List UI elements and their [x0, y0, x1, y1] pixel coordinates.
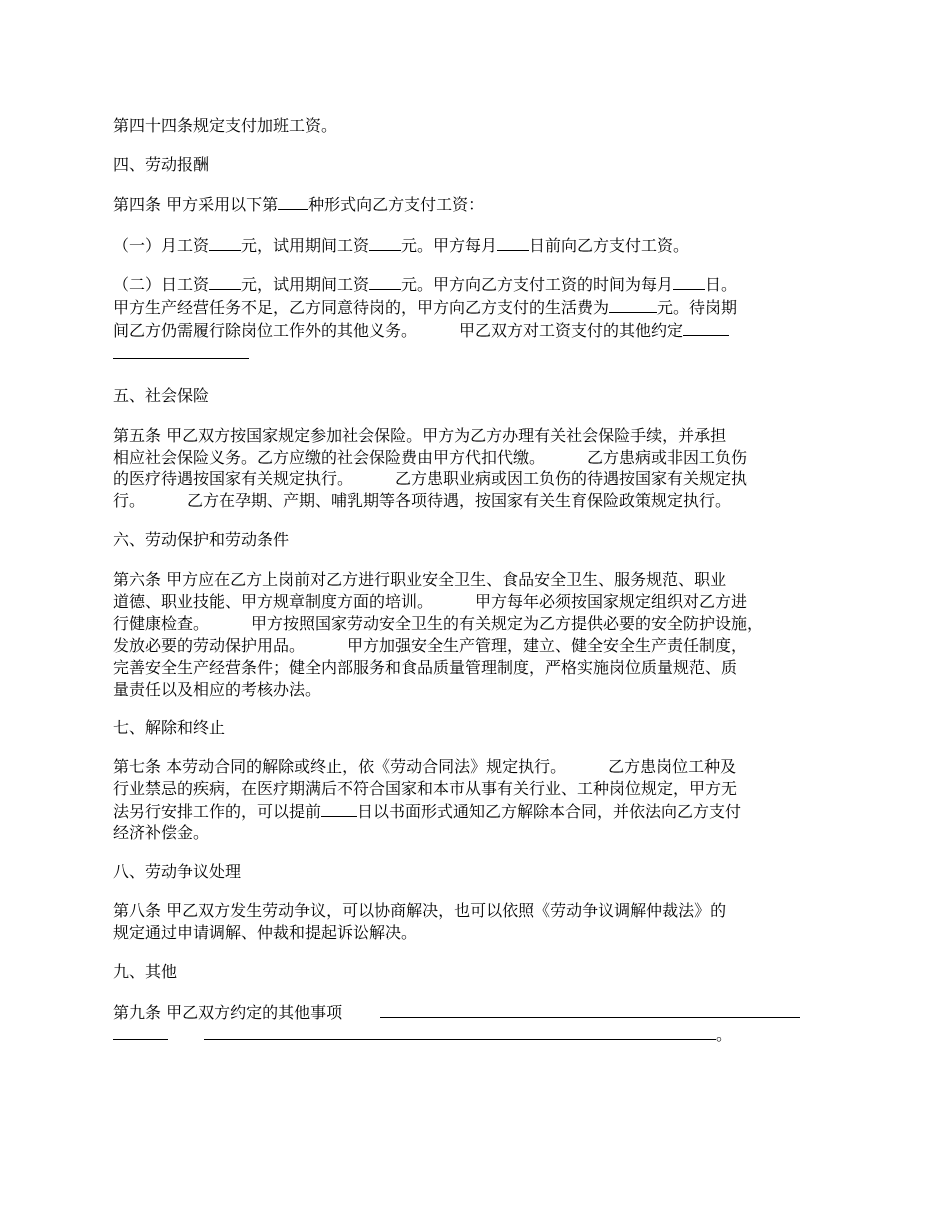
- text: 甲方加强安全生产管理，建立、健全安全生产责任制度，: [347, 636, 748, 655]
- blank-field[interactable]: [673, 274, 705, 290]
- text: 日前向乙方支付工资。: [529, 236, 690, 255]
- blank-field[interactable]: [278, 194, 308, 210]
- blank-field[interactable]: [369, 274, 401, 290]
- heading-text: 九、其他: [113, 962, 178, 981]
- blank-field[interactable]: [380, 1002, 800, 1018]
- heading-text: 四、劳动报酬: [113, 155, 210, 174]
- article-7-line-3: [113, 801, 741, 822]
- text: 元，试用期间工资: [241, 275, 370, 294]
- heading-text: 八、劳动争议处理: [113, 862, 242, 881]
- text: 第八条 甲乙双方发生劳动争议，可以协商解决，也可以依照《劳动争议调解仲裁法》的: [113, 901, 727, 920]
- section-heading-termination: [113, 718, 225, 738]
- article-7-line-4: [113, 823, 209, 843]
- article-6-line-6: [113, 680, 321, 700]
- article-4-daily-wage: [113, 274, 737, 295]
- text: 第九条 甲乙双方约定的其他事项: [113, 1003, 343, 1022]
- text: 行。: [113, 491, 146, 510]
- section-heading-disputes: [113, 862, 241, 882]
- text: 日。: [705, 275, 738, 294]
- blank-field[interactable]: [683, 320, 729, 336]
- blank-field[interactable]: [609, 297, 657, 313]
- section-heading-other: [113, 962, 177, 982]
- heading-text: 六、劳动保护和劳动条件: [113, 530, 290, 549]
- text: 的医疗待遇按国家有关规定执行。: [113, 469, 354, 488]
- article-8-line-1: [113, 901, 726, 921]
- text: 行业禁忌的疾病，在医疗期满后不符合国家和本市从事有关行业、工种岗位规定，甲方无: [113, 779, 738, 798]
- article-7-line-2: [113, 779, 737, 799]
- text: 经济补偿金。: [113, 823, 210, 842]
- article-6-line-4: [113, 636, 747, 656]
- article-6-line-5: [113, 658, 737, 678]
- text: 乙方患岗位工种及: [608, 757, 737, 776]
- article-8-line-2: [113, 923, 417, 943]
- text: 第四十四条规定支付加班工资。: [113, 116, 338, 135]
- article-5-line-2: [113, 448, 747, 468]
- article-4-standby-pay: [113, 297, 737, 318]
- article-5-line-3: [113, 469, 747, 489]
- text: 第七条 本劳动合同的解除或终止，依《劳动合同法》规定执行。: [113, 757, 567, 776]
- section-heading-labor-protection: [113, 530, 289, 550]
- text: 乙方患职业病或因工负伤的待遇按国家有关规定执: [395, 469, 748, 488]
- article-9-line-2: [113, 1024, 732, 1045]
- text: 元，试用期间工资: [241, 236, 370, 255]
- text: 行健康检查。: [113, 614, 210, 633]
- text: 第五条 甲乙双方按国家规定参加社会保险。甲方为乙方办理有关社会保险手续，并承担: [113, 426, 727, 445]
- article-4-intro: [113, 194, 484, 215]
- article-5-line-1: [113, 426, 726, 446]
- heading-text: 五、社会保险: [113, 386, 210, 405]
- text: 甲方生产经营任务不足，乙方同意待岗的，甲方向乙方支付的生活费为: [113, 298, 610, 317]
- section-heading-remuneration: [113, 155, 209, 175]
- heading-text: 七、解除和终止: [113, 718, 226, 737]
- text: 甲方每年必须按国家规定组织对乙方进: [475, 592, 748, 611]
- blank-field[interactable]: [113, 1024, 168, 1040]
- text: 法另行安排工作的，可以提前: [113, 802, 322, 821]
- blank-field[interactable]: [209, 274, 241, 290]
- article-6-line-3: [113, 614, 763, 634]
- text: 日以书面形式通知乙方解除本合同，并依法向乙方支付: [357, 802, 742, 821]
- paragraph-overtime: [113, 116, 337, 136]
- text: 第六条 甲方应在乙方上岗前对乙方进行职业安全卫生、食品安全卫生、服务规范、职业: [113, 570, 727, 589]
- text: 。: [716, 1025, 733, 1044]
- text: 发放必要的劳动保护用品。: [113, 636, 306, 655]
- text: 相应社会保险义务。乙方应缴的社会保险费由甲方代扣代缴。: [113, 448, 546, 467]
- article-4-blank-line: [113, 343, 249, 364]
- text: 道德、职业技能、甲方规章制度方面的培训。: [113, 592, 434, 611]
- blank-field[interactable]: [204, 1024, 716, 1040]
- text: （一）月工资: [113, 236, 210, 255]
- text: 规定通过申请调解、仲裁和提起诉讼解决。: [113, 923, 418, 942]
- text: 间乙方仍需履行除岗位工作外的其他义务。: [113, 321, 418, 340]
- article-6-line-1: [113, 570, 726, 590]
- blank-field[interactable]: [497, 235, 529, 251]
- article-7-line-1: [113, 757, 736, 777]
- article-6-line-2: [113, 592, 747, 612]
- text: 第四条 甲方采用以下第: [113, 195, 279, 214]
- article-4-monthly-wage: [113, 235, 689, 256]
- text: 量责任以及相应的考核办法。: [113, 680, 322, 699]
- text: 元。甲方向乙方支付工资的时间为每月: [401, 275, 674, 294]
- blank-field[interactable]: [321, 801, 357, 817]
- text: 元。待岗期: [657, 298, 738, 317]
- article-5-line-4: [113, 491, 731, 511]
- text: 甲乙双方对工资支付的其他约定: [459, 321, 684, 340]
- blank-field[interactable]: [113, 343, 249, 359]
- article-4-other-duties: [113, 320, 729, 341]
- blank-field[interactable]: [369, 235, 401, 251]
- text: 乙方在孕期、产期、哺乳期等各项待遇，按国家有关生育保险政策规定执行。: [187, 491, 732, 510]
- text: 甲方按照国家劳动安全卫生的有关规定为乙方提供必要的安全防护设施，: [251, 614, 764, 633]
- article-9-line-1: [113, 1002, 800, 1023]
- blank-field[interactable]: [209, 235, 241, 251]
- text: 乙方患病或非因工负伤: [587, 448, 748, 467]
- text: 完善安全生产经营条件；健全内部服务和食品质量管理制度，严格实施岗位质量规范、质: [113, 658, 738, 677]
- section-heading-social-insurance: [113, 386, 209, 406]
- text: 元。甲方每月: [401, 236, 498, 255]
- text: 种形式向乙方支付工资：: [308, 195, 485, 214]
- text: （二）日工资: [113, 275, 210, 294]
